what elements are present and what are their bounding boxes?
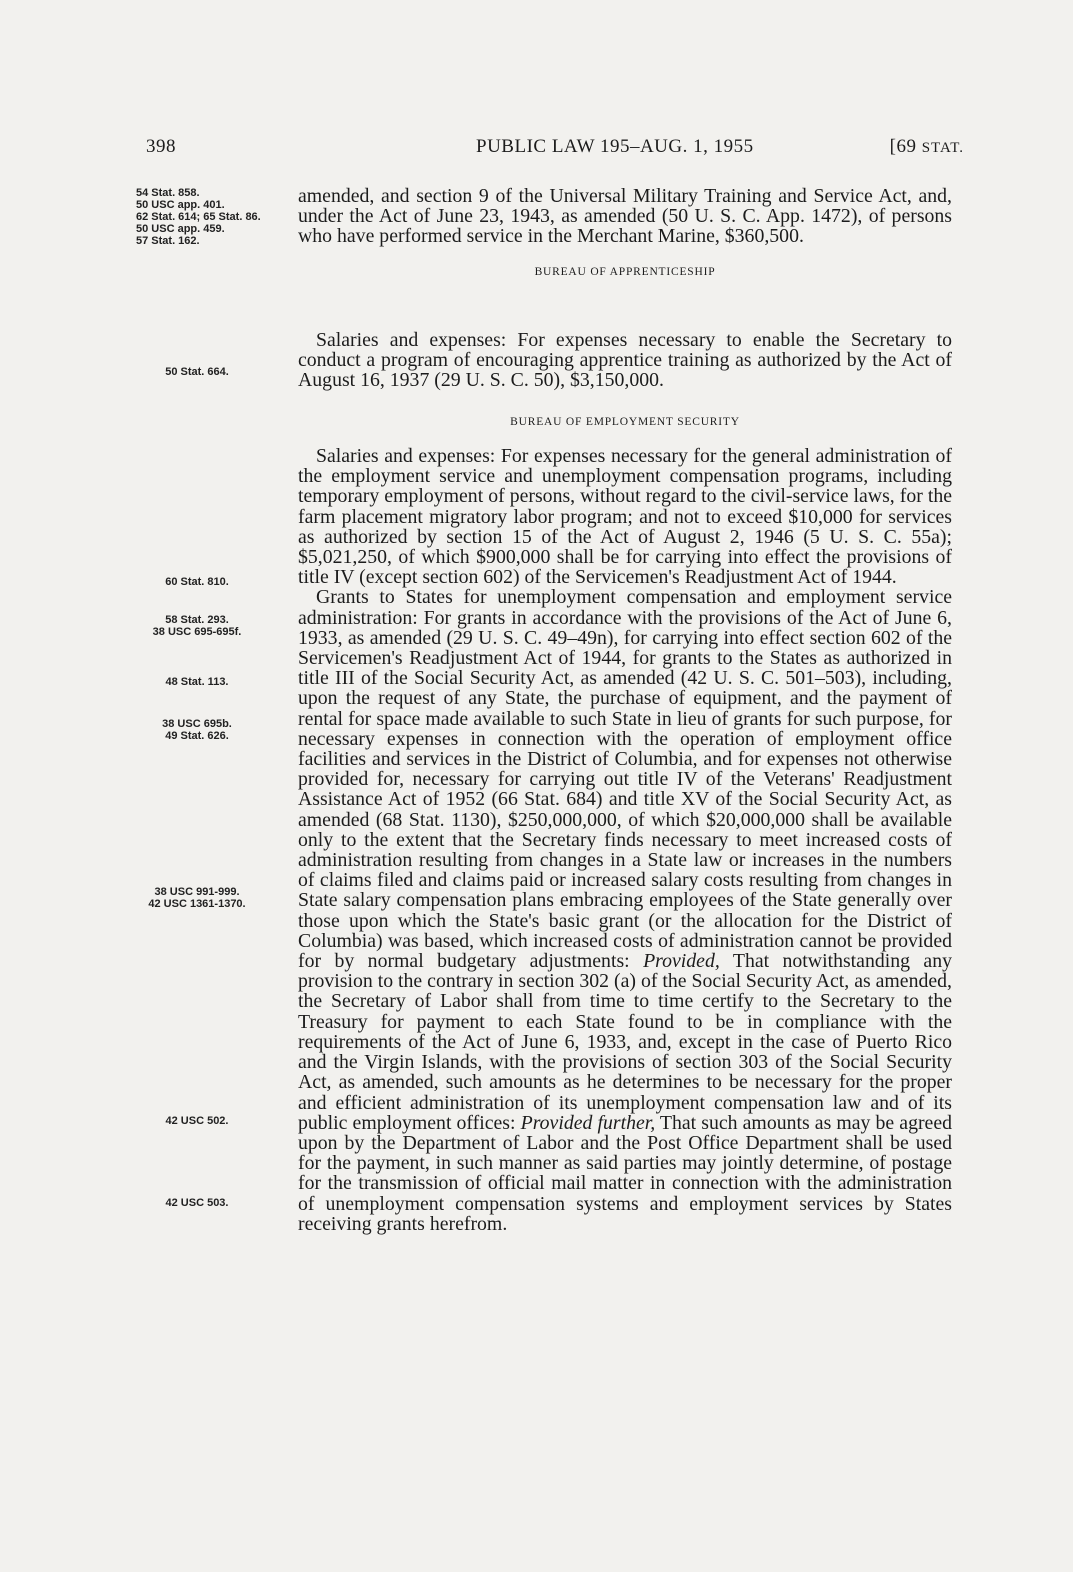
margin-note: 58 Stat. 293. 38 USC 695-695f. bbox=[152, 614, 242, 638]
margin-note: 48 Stat. 113. bbox=[165, 676, 229, 688]
provided-further-clause: Provided further, bbox=[520, 1111, 656, 1134]
employment-salaries-text: Salaries and expenses: For expenses necessary for the general administration of the employment service and unemployment compensation programs, including temporary employment of persons, without regard to the civil-service laws, for the farm placement migratory labor program; and not to exceed $10,000 for services as authorized by section 15 of the Act of August 2, 1946 (5 U. S. C. 55a); $5,021,250, of which $900,000 shall be for carrying into effect the provisions of title IV (except section 602) of the Servicemen's Readjustment Act of 1944. bbox=[298, 445, 952, 589]
margin-note: 38 USC 695b. 49 Stat. 626. bbox=[162, 718, 232, 742]
grants-paragraph bbox=[298, 587, 952, 1234]
apprenticeship-paragraph bbox=[298, 330, 952, 391]
statute-reference bbox=[890, 136, 964, 158]
statute-prefix: [69 bbox=[889, 136, 922, 157]
intro-paragraph bbox=[298, 186, 952, 247]
statute-suffix: STAT. bbox=[921, 140, 964, 156]
margin-note: 60 Stat. 810. bbox=[165, 576, 229, 588]
intro-text: amended, and section 9 of the Universal Military Training and Service Act, and, under the Act of June 23, 1943, as amended (50 U. S. C. App. 1472), of persons who have performed service in the Merchant Marine, $360,500. bbox=[298, 185, 952, 248]
page-title: PUBLIC LAW 195–AUG. 1, 1955 bbox=[476, 136, 754, 157]
apprenticeship-heading: BUREAU OF APPRENTICESHIP bbox=[534, 266, 716, 278]
apprenticeship-text: Salaries and expenses: For expenses necessary to enable the Secretary to conduct a program of encouraging apprentice training as authorized by the Act of August 16, 1937 (29 U. S. C. 50), $3,150,000. bbox=[298, 329, 952, 392]
grants-text-part2: That notwithstanding any provision to the contrary in section 302 (a) of the Social Security Act, as amended, the Secretary of Labor shall from time to time certify to the Secretary to the Treasury for payment to each State found to be in compliance with the requirements of the Act of June 6, 1933, and, except in the case of Puerto Rico and the Virgin Islands, with the provisions of section 303 of the Social Security Act, as amended, such amounts as he determines to be necessary for the proper and efficient administration of its unemployment compensation law and of its public employment offices: bbox=[298, 950, 952, 1134]
grants-text-part1: Grants to States for unemployment compensation and employment service administration: For grants in accordance with the provisions of the Act of June 6, 1933, as amended (29 U. S. C. 49–49n), for carrying into effect section 602 of the Servicemen's Readjustment Act of 1944, for grants to the States as authorized in title III of the Social Security Act, as amended (42 U. S. C. 501–503), including, upon the request of any State, the purchase of equipment, and the payment of rental for space made available to such State in lieu of grants for such purpose, for necessary expenses in connection with the operation of employment office facilities and services in the District of Columbia, and for expenses not otherwise provided for, necessary for carrying out title IV of the Veterans' Readjustment Assistance Act of 1952 (66 Stat. 684) and title XV of the Social Security Act, as amended (68 Stat. 1130), $250,000,000, of which $20,000,000 shall be available only to the extent that the Secretary finds necessary to meet increased costs of administration resulting from changes in a State law or increases in the numbers of claims filed and claims paid or increased salary costs resulting from changes in State salary compensation plans embracing employees of the State generally over those upon which the State's basic grant (or the allocation for the District of Columbia) was based, which increased costs of administration cannot be provided for by normal budgetary adjustments: bbox=[298, 586, 952, 973]
margin-note: 42 USC 502. bbox=[165, 1115, 229, 1127]
employment-section bbox=[298, 446, 952, 1234]
page-header bbox=[146, 136, 964, 166]
margin-note: 54 Stat. 858. 50 USC app. 401. 62 Stat. 614; 65 Stat. 86. 50 USC app. 459. 57 Stat. 162. bbox=[136, 187, 261, 247]
margin-note: 50 Stat. 664. bbox=[165, 366, 229, 378]
grants-text-part3: That such amounts as may be agreed upon by the Department of Labor and the Post Office Department shall be used for the payment, in such manner as said parties may jointly determine, of postage for the transmission of official mail matter in connection with the administration of unemployment compensation systems and employment services by States receiving grants herefrom. bbox=[298, 1111, 953, 1235]
employment-heading: BUREAU OF EMPLOYMENT SECURITY bbox=[510, 416, 740, 428]
margin-note: 42 USC 503. bbox=[165, 1197, 229, 1209]
provided-clause: Provided, bbox=[643, 950, 720, 973]
page-number: 398 bbox=[146, 136, 176, 157]
margin-note: 38 USC 991-999. 42 USC 1361-1370. bbox=[148, 886, 246, 910]
